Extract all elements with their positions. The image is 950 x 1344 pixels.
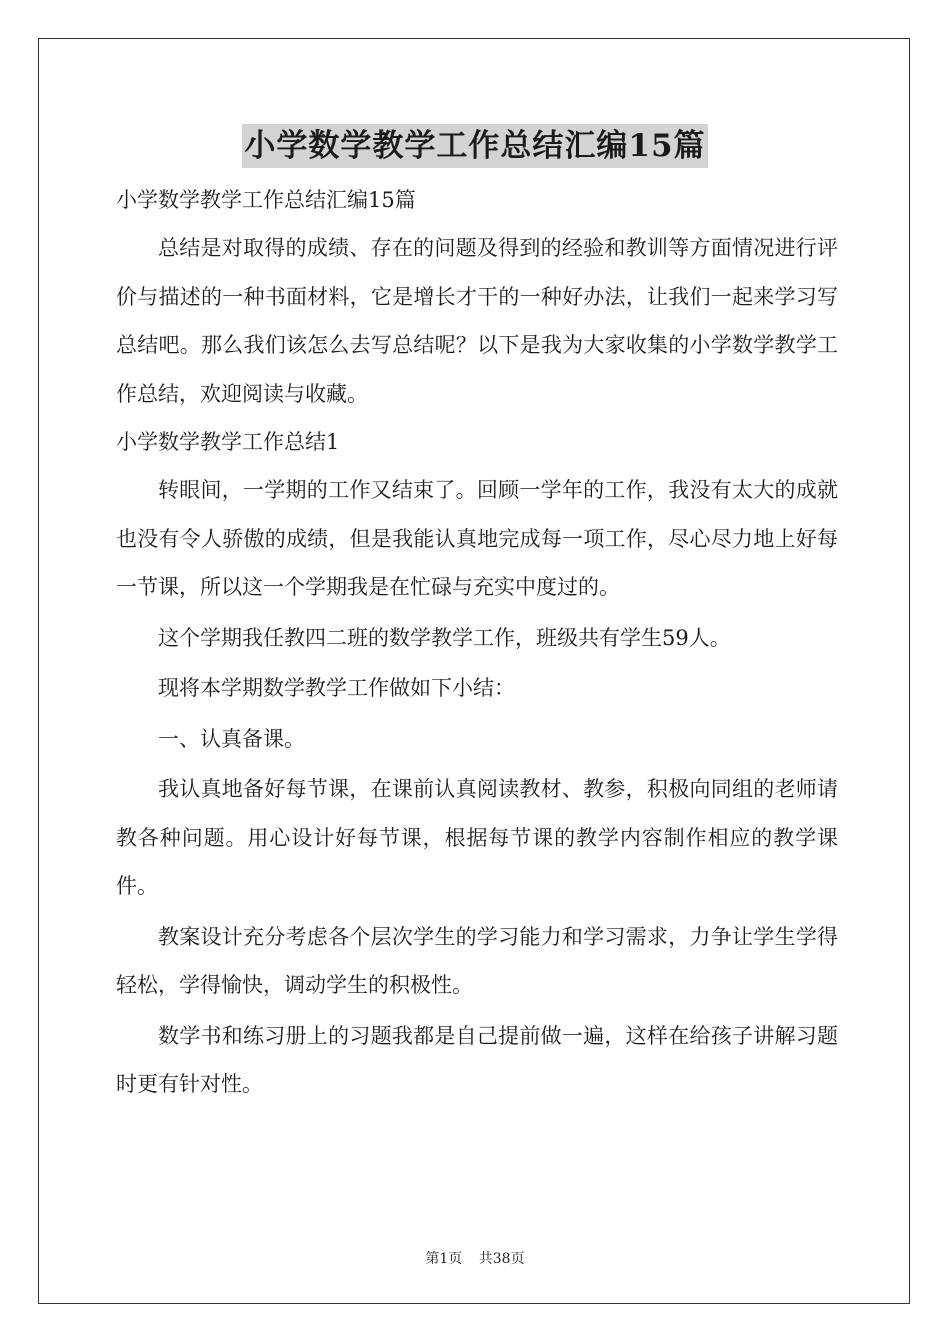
section-heading: 小学数学教学工作总结1 [116, 430, 340, 454]
page-footer [0, 1248, 950, 1268]
title-container [0, 124, 950, 168]
list-heading: 一、认真备课。 [158, 726, 305, 751]
body-paragraph: 转眼间，一学期的工作又结束了。回顾一学年的工作，我没有太大的成就也没有令人骄傲的成绩，但是我能认真地完成每一项工作，尽心尽力地上好每一节课，所以这一个学期我是在忙碌与充实中度过的。 [116, 478, 838, 599]
body-paragraph: 这个学期我任教四二班的数学教学工作，班级共有学生59人。 [158, 625, 731, 650]
page-total: 共38页 [478, 1251, 525, 1267]
page-number: 第1页 [425, 1251, 463, 1267]
body-paragraph: 现将本学期数学教学工作做如下小结： [158, 676, 515, 700]
body-paragraph: 我认真地备好每节课，在课前认真阅读教材、教参，积极向同组的老师请教各种问题。用心设计好每节课，根据每节课的教学内容制作相应的教学课件。 [116, 777, 838, 898]
intro-paragraph: 总结是对取得的成绩、存在的问题及得到的经验和教训等方面情况进行评价与描述的一种书面材料，它是增长才干的一种好办法，让我们一起来学习写总结吧。那么我们该怎么去写总结呢？以下是我为大家收集的小学数学教学工作总结，欢迎阅读与收藏。 [116, 236, 838, 406]
document-body [116, 176, 838, 1109]
document-title: 小学数学教学工作总结汇编15篇 [242, 124, 707, 168]
body-paragraph: 数学书和练习册上的习题我都是自己提前做一遍，这样在给孩子讲解习题时更有针对性。 [116, 1023, 838, 1096]
document-subtitle: 小学数学教学工作总结汇编15篇 [116, 188, 416, 212]
body-paragraph: 教案设计充分考虑各个层次学生的学习能力和学习需求，力争让学生学得轻松，学得愉快，调动学生的积极性。 [116, 924, 838, 997]
